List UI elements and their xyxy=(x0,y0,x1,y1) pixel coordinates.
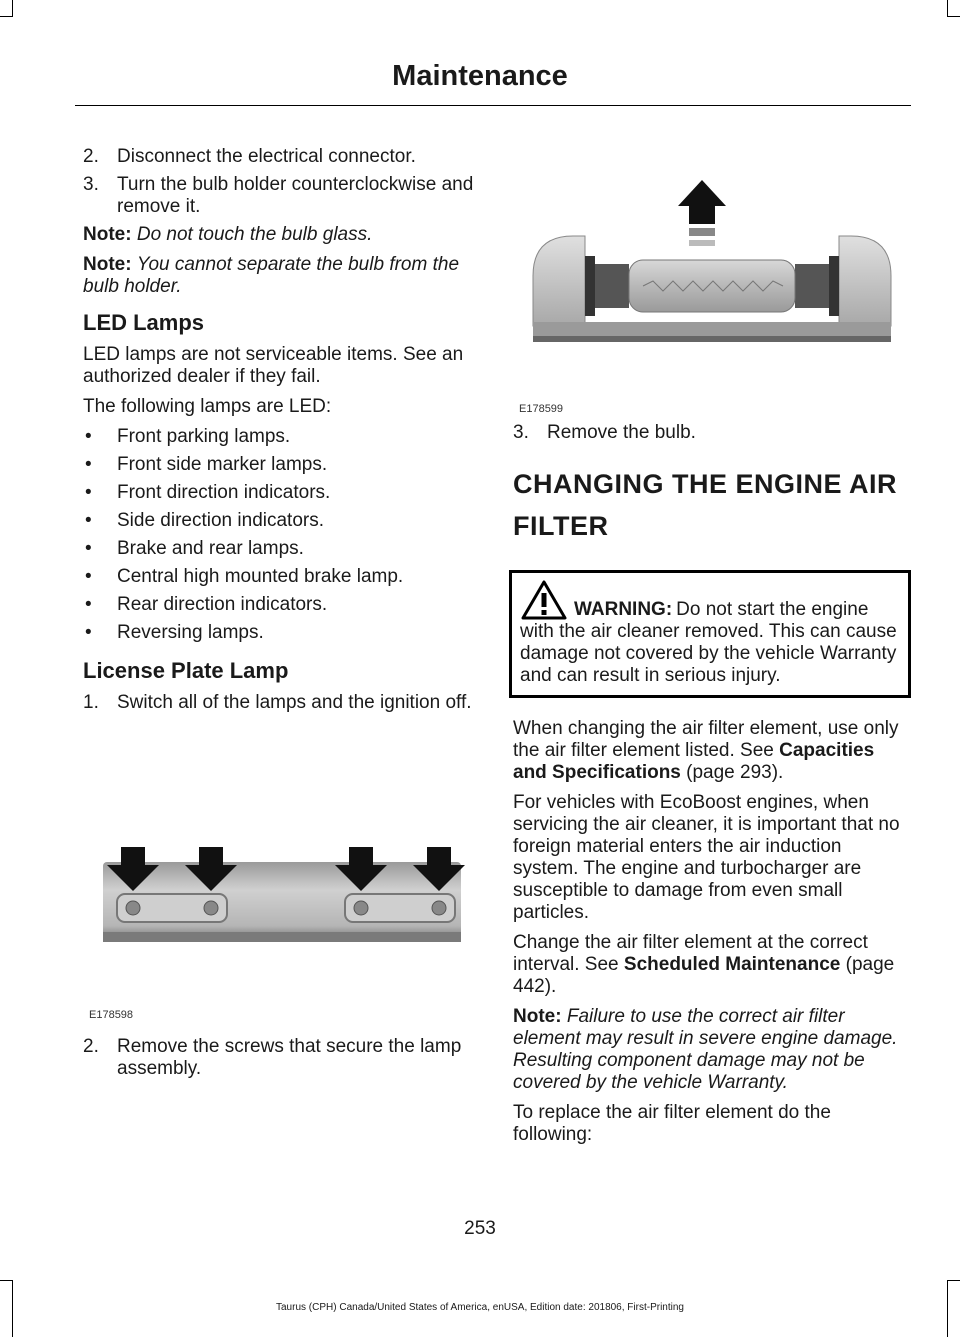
list-item xyxy=(83,622,478,644)
figure-bulb-removal xyxy=(513,136,911,416)
figure-code: E178598 xyxy=(89,1009,134,1021)
warning-triangle-icon xyxy=(520,579,568,621)
license-plate-lamp-illustration xyxy=(83,722,478,1022)
step-number: 2. xyxy=(83,146,99,167)
note-text: Do not touch the bulb glass. xyxy=(136,224,373,245)
step-text: Remove the bulb. xyxy=(547,422,696,443)
bullet-icon: • xyxy=(85,426,92,447)
crop-mark-bottom-right-h xyxy=(947,1280,960,1281)
list-item-text: Front parking lamps. xyxy=(117,426,291,447)
note xyxy=(83,224,478,246)
section-heading-air-filter xyxy=(513,468,911,542)
list-item xyxy=(83,454,478,476)
section-heading-license: License Plate Lamp xyxy=(83,658,289,683)
note-text: You cannot separate the bulb from the bulb holder. xyxy=(83,254,460,297)
note-label: Note: xyxy=(83,254,132,275)
bullet-icon: • xyxy=(85,622,92,643)
led-list xyxy=(83,426,478,644)
crop-mark-top-left-h xyxy=(0,16,13,17)
page-number: 253 xyxy=(464,1218,496,1239)
left-column xyxy=(83,146,478,1086)
paragraph-text: (page 442). xyxy=(513,954,895,997)
list-item-text: Front side marker lamps. xyxy=(117,454,328,475)
step-item xyxy=(83,692,478,714)
bullet-icon: • xyxy=(85,454,92,475)
step-text: Switch all of the lamps and the ignition off. xyxy=(117,692,472,713)
bullet-icon: • xyxy=(85,510,92,531)
crop-mark-top-left xyxy=(12,0,13,16)
heading-line: CHANGING THE ENGINE AIR xyxy=(513,469,898,499)
figure-license-plate-lamp xyxy=(83,722,478,1042)
step-item xyxy=(83,146,478,168)
header-divider xyxy=(75,105,911,106)
step-item xyxy=(83,1036,478,1080)
list-item xyxy=(83,566,478,588)
list-item-text: Side direction indicators. xyxy=(117,510,324,531)
list-item-text: Central high mounted brake lamp. xyxy=(117,566,404,587)
note-label: Note: xyxy=(83,224,132,245)
step-number: 2. xyxy=(83,1036,99,1057)
bullet-icon: • xyxy=(85,538,92,559)
warning-text: with the air cleaner removed. This can cause damage not covered by the vehicle Warranty and can result in serious injury. xyxy=(520,621,897,686)
section-heading-led: LED Lamps xyxy=(83,310,205,335)
bulb-removal-illustration xyxy=(513,136,911,396)
list-item-text: Rear direction indicators. xyxy=(117,594,328,615)
step-item xyxy=(83,174,478,218)
paragraph: The following lamps are LED: xyxy=(83,396,332,417)
crop-mark-top-right xyxy=(947,0,948,16)
right-column xyxy=(513,146,911,1154)
list-item xyxy=(83,538,478,560)
paragraph-text: Change the air filter element at the correct interval. See xyxy=(513,932,868,975)
warning-label: WARNING: xyxy=(574,599,673,620)
crop-mark-bottom-left-h xyxy=(0,1280,13,1281)
edition-info: Taurus (CPH) Canada/United States of America, enUSA, Edition date: 201806, First-Printing xyxy=(276,1302,684,1313)
page-title: Maintenance xyxy=(392,60,568,92)
list-item-text: Front direction indicators. xyxy=(117,482,331,503)
list-item xyxy=(83,594,478,616)
paragraph xyxy=(513,718,911,784)
step-number: 1. xyxy=(83,692,99,713)
list-item xyxy=(83,510,478,532)
step-item xyxy=(513,422,911,444)
list-item-text: Reversing lamps. xyxy=(117,622,264,643)
step-text: Disconnect the electrical connector. xyxy=(117,146,416,167)
step-number: 3. xyxy=(513,422,529,443)
paragraph: For vehicles with EcoBoost engines, when servicing the air cleaner, it is important that no foreign material enters the air induction system. The engine and turbocharger are susceptible to damage from even small particles. xyxy=(513,792,900,923)
warning-head xyxy=(520,579,902,621)
crop-mark-top-right-h xyxy=(947,16,960,17)
note-label: Note: xyxy=(513,1006,562,1027)
paragraph xyxy=(513,932,911,998)
paragraph-text: (page 293). xyxy=(680,762,784,783)
heading-line: FILTER xyxy=(513,511,609,541)
note xyxy=(513,1006,911,1094)
list-item xyxy=(83,426,478,448)
bullet-icon: • xyxy=(85,594,92,615)
figure-code: E178599 xyxy=(519,403,564,415)
bullet-icon: • xyxy=(85,482,92,503)
list-item-text: Brake and rear lamps. xyxy=(117,538,304,559)
paragraph: LED lamps are not serviceable items. See an authorized dealer if they fail. xyxy=(83,344,464,387)
cross-reference-link[interactable]: Capacities and Specifications xyxy=(513,740,875,783)
step-number: 3. xyxy=(83,174,99,195)
step-text: Turn the bulb holder counterclockwise and remove it. xyxy=(117,174,474,217)
warning-box xyxy=(509,570,911,698)
paragraph: To replace the air filter element do the following: xyxy=(513,1102,831,1145)
note xyxy=(83,254,478,298)
bullet-icon: • xyxy=(85,566,92,587)
step-text: Remove the screws that secure the lamp assembly. xyxy=(117,1036,462,1079)
warning-text-first: Do not start the engine xyxy=(676,599,869,620)
cross-reference-link[interactable]: Scheduled Maintenance xyxy=(623,954,841,975)
paragraph-text: When changing the air filter element, use only the air filter element listed. See xyxy=(513,718,899,761)
note-text: Failure to use the correct air filter element may result in severe engine damage. Resulting component damage may not be covered by the vehicle Warranty. xyxy=(513,1006,898,1093)
list-item xyxy=(83,482,478,504)
